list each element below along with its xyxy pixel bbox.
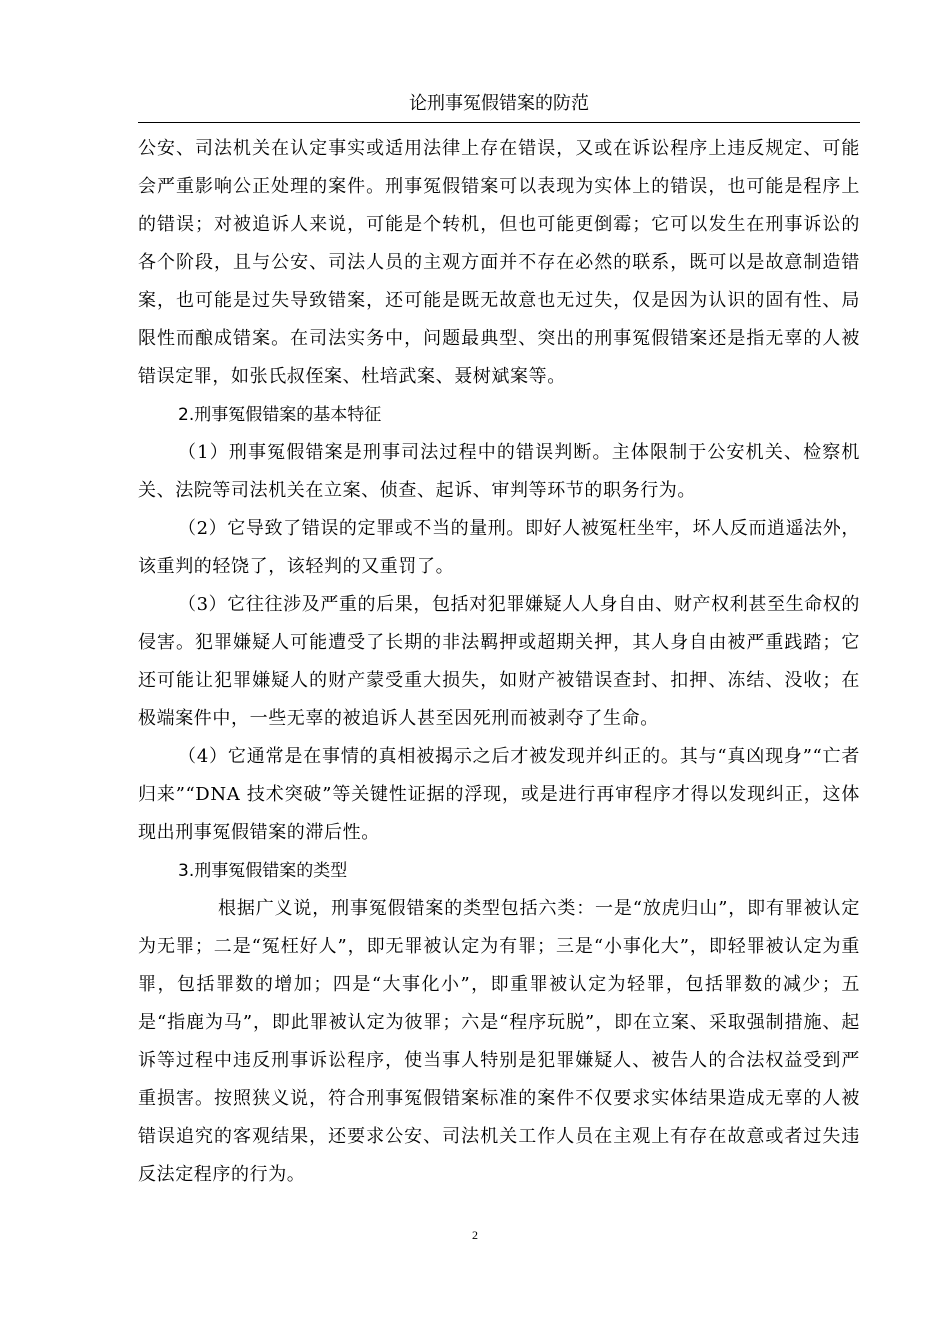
document-body [138, 130, 860, 1194]
feature-paragraph-4: （4）它通常是在事情的真相被揭示之后才被发现并纠正的。其与“真凶现身”“亡者归来”“DNA 技术突破”等关键性证据的浮现，或是进行再审程序才得以发现纠正，这体现出刑事冤假错案的滞后性。 [138, 746, 860, 843]
feature-paragraph-1: （1）刑事冤假错案是刑事司法过程中的错误判断。主体限制于公安机关、检察机关、法院等司法机关在立案、侦查、起诉、审判等环节的职务行为。 [138, 442, 860, 501]
section-heading-features: 2.刑事冤假错案的基本特征 [178, 405, 382, 425]
types-paragraph: 根据广义说，刑事冤假错案的类型包括六类：一是“放虎归山”，即有罪被认定为无罪；二是“冤枉好人”，即无罪被认定为有罪；三是“小事化大”，即轻罪被认定为重罪，包括罪数的增加；四是“大事化小”，即重罪被认定为轻罪，包括罪数的减少；五是“指鹿为马”，即此罪被认定为彼罪；六是“程序玩脱”，即在立案、采取强制措施、起诉等过程中违反刑事诉讼程序，使当事人特别是犯罪嫌疑人、被告人的合法权益受到严重损害。按照狭义说，符合刑事冤假错案标准的案件不仅要求实体结果造成无辜的人被错误追究的客观结果，还要求公安、司法机关工作人员在主观上有存在故意或者过失违反法定程序的行为。 [138, 898, 860, 1185]
section-heading-types: 3.刑事冤假错案的类型 [178, 861, 348, 881]
paragraph-definition: 公安、司法机关在认定事实或适用法律上存在错误，又或在诉讼程序上违反规定、可能会严重影响公正处理的案件。刑事冤假错案可以表现为实体上的错误，也可能是程序上的错误；对被追诉人来说，可能是个转机，但也可能更倒霉；它可以发生在刑事诉讼的各个阶段，且与公安、司法人员的主观方面并不存在必然的联系，既可以是故意制造错案，也可能是过失导致错案，还可能是既无故意也无过失，仅是因为认识的固有性、局限性而酿成错案。在司法实务中，问题最典型、突出的刑事冤假错案还是指无辜的人被错误定罪，如张氏叔侄案、杜培武案、聂树斌案等。 [138, 138, 860, 387]
page-number: 2 [472, 1228, 478, 1242]
header-title: 论刑事冤假错案的防范 [409, 93, 589, 114]
feature-paragraph-3: （3）它往往涉及严重的后果，包括对犯罪嫌疑人人身自由、财产权利甚至生命权的侵害。犯罪嫌疑人可能遭受了长期的非法羁押或超期关押，其人身自由被严重践踏；它还可能让犯罪嫌疑人的财产蒙受重大损失，如财产被错误查封、扣押、冻结、没收；在极端案件中，一些无辜的被追诉人甚至因死刑而被剥夺了生命。 [138, 594, 860, 729]
feature-paragraph-2: （2）它导致了错误的定罪或不当的量刑。即好人被冤枉坐牢，坏人反而逍遥法外，该重判的轻饶了，该轻判的又重罚了。 [138, 518, 860, 577]
page-header [138, 90, 860, 123]
